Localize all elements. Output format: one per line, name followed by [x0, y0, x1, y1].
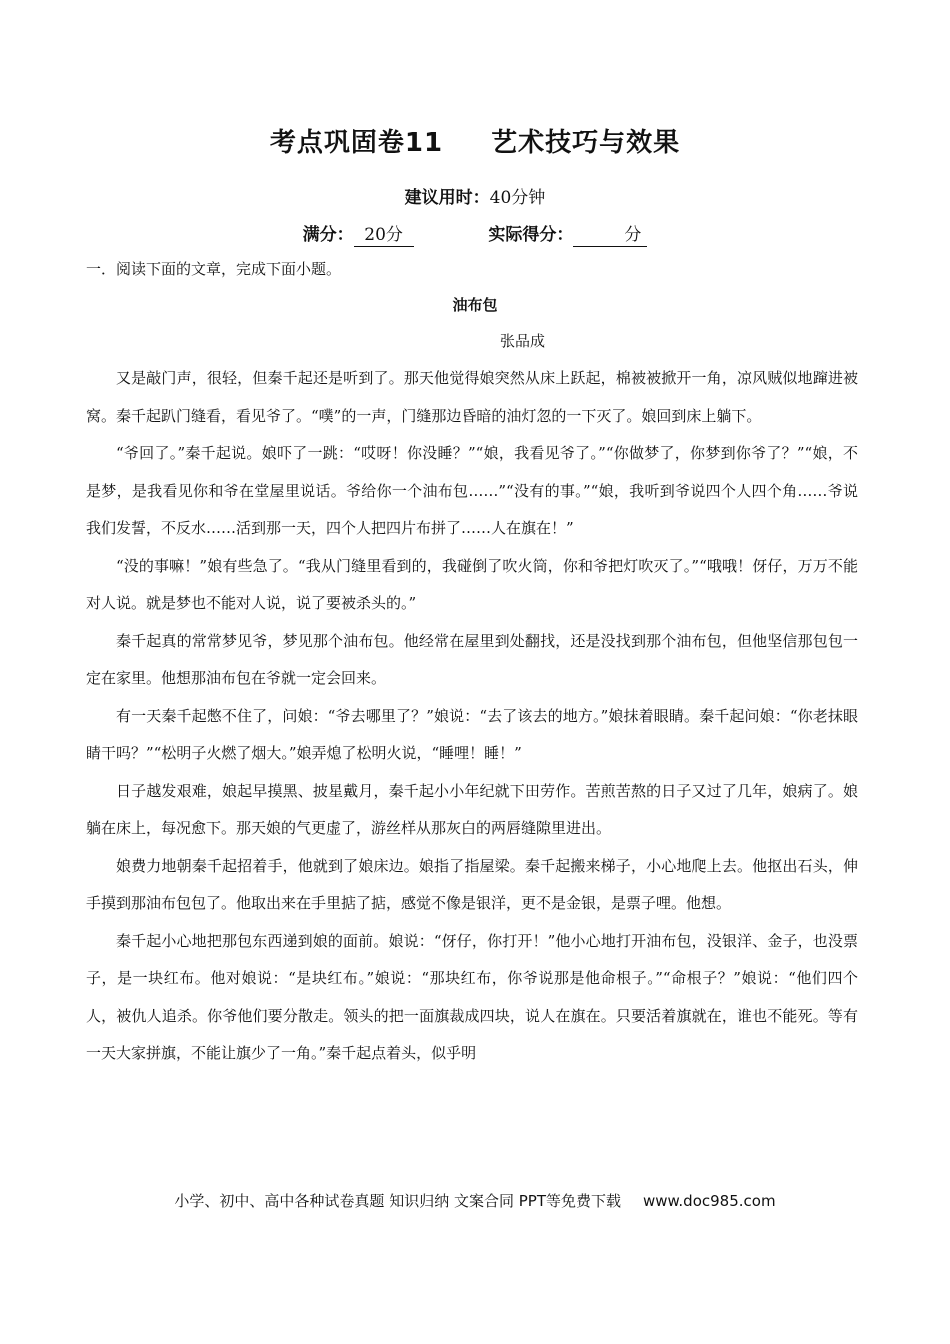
story-title: 油布包	[452, 296, 498, 314]
title-main: 考点巩固卷11	[269, 128, 444, 158]
score-line	[0, 220, 950, 247]
paragraph: “爷回了。”秦千起说。娘吓了一跳：“哎呀！你没睡？”“娘，我看见爷了。”“你做梦了，你梦到你爷了？”“娘，不是梦，是我看见你和爷在堂屋里说话。爷给你一个油布包……”“没有的事。”“娘，我听到爷说四个人四个角……爷说我们发誓，不反水……活到那一天，四个人把四片布拼了……人在旗在！”	[86, 444, 858, 537]
paragraph: “没的事嘛！”娘有些急了。“我从门缝里看到的，我碰倒了吹火筒，你和爷把灯吹灭了。”“哦哦！伢仔，万万不能对人说。就是梦也不能对人说，说了要被杀头的。”	[86, 556, 858, 612]
actual-score-blank[interactable]: 分	[573, 220, 647, 247]
paragraph: 秦千起真的常常梦见爷，梦见那个油布包。他经常在屋里到处翻找，还是没找到那个油布包，但他坚信那包包一定在家里。他想那油布包在爷就一定会回来。	[86, 631, 858, 687]
full-score-label: 满分：	[302, 225, 354, 245]
suggested-time-line	[0, 183, 950, 208]
time-label: 建议用时：	[404, 188, 490, 208]
paragraph: 日子越发艰难，娘起早摸黑、披星戴月，秦千起小小年纪就下田劳作。苦煎苦熬的日子又过了几年，娘病了。娘躺在床上，每况愈下。那天娘的气更虚了，游丝样从那灰白的两唇缝隙里进出。	[86, 781, 858, 837]
footer-site-link[interactable]: www.doc985.com	[642, 1192, 776, 1210]
paragraph: 又是敲门声，很轻，但秦千起还是听到了。那天他觉得娘突然从床上跃起，棉被被掀开一角，凉风贼似地蹿进被窝。秦千起趴门缝看，看见爷了。“噗”的一声，门缝那边昏暗的油灯忽的一下灭了。娘回到床上躺下。	[86, 369, 858, 425]
time-value: 40分钟	[489, 188, 546, 208]
story-author: 张品成	[500, 332, 546, 350]
full-score-value: 20分	[354, 220, 414, 247]
page-footer	[0, 1190, 950, 1211]
page-title	[0, 122, 950, 159]
question-instruction: 一．阅读下面的文章，完成下面小题。	[86, 260, 342, 278]
paragraph: 娘费力地朝秦千起招着手，他就到了娘床边。娘指了指屋梁。秦千起搬来梯子，小心地爬上去。他抠出石头，伸手摸到那油布包包了。他取出来在手里掂了掂，感觉不像是银洋，更不是金银，是票子哩。他想。	[86, 856, 858, 912]
paragraph: 秦千起小心地把那包东西递到娘的面前。娘说：“伢仔，你打开！”他小心地打开油布包，没银洋、金子，也没票子，是一块红布。他对娘说：“是块红布。”娘说：“那块红布，你爷说那是他命根子。”“命根子？”娘说：“他们四个人，被仇人追杀。你爷他们要分散走。领头的把一面旗裁成四块，说人在旗在。只要活着旗就在，谁也不能死。等有一天大家拼旗，不能让旗少了一角。”秦千起点着头，似乎明	[86, 931, 858, 1062]
title-topic: 艺术技巧与效果	[491, 128, 681, 158]
actual-score-label: 实际得分：	[488, 225, 574, 245]
story-body	[86, 360, 858, 1073]
footer-ad-text: 小学、初中、高中各种试卷真题 知识归纳 文案合同 PPT等免费下载	[174, 1192, 621, 1210]
paragraph: 有一天秦千起憋不住了，问娘：“爷去哪里了？”娘说：“去了该去的地方。”娘抹着眼睛。秦千起问娘：“你老抹眼睛干吗？”“松明子火燃了烟大。”娘弄熄了松明火说，“睡哩！睡！”	[86, 706, 858, 762]
